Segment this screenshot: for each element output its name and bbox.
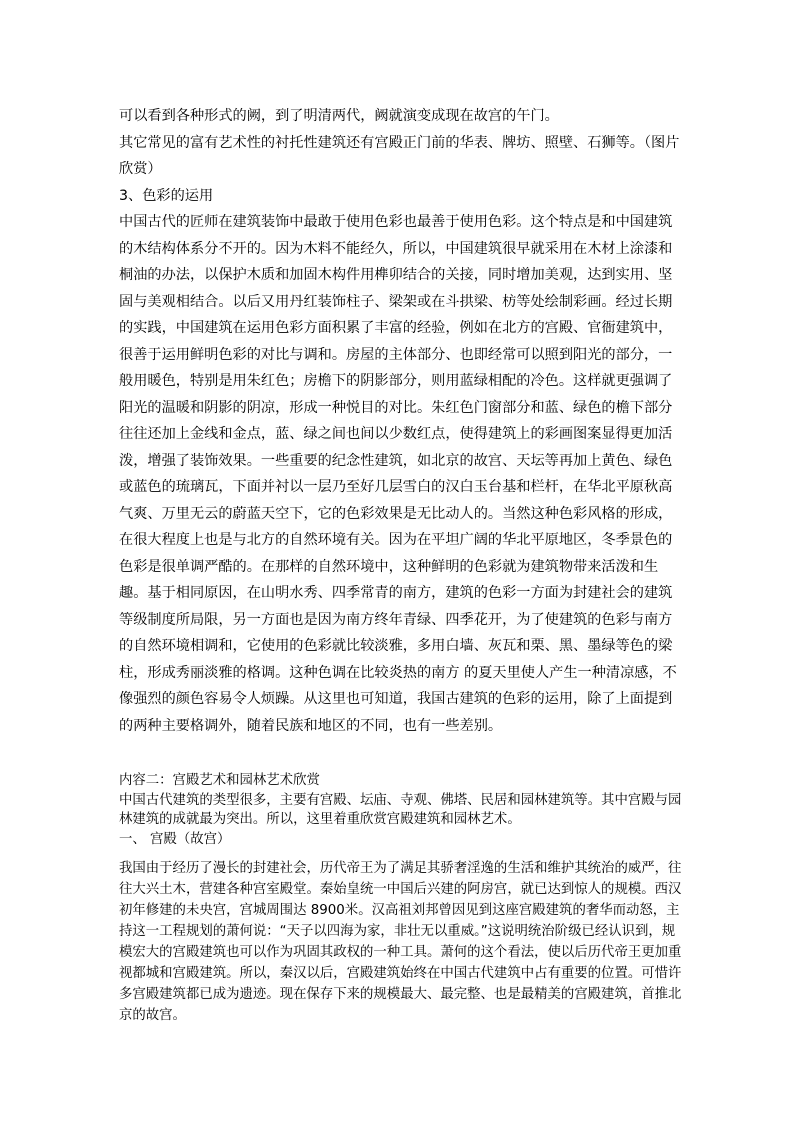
paragraph-ancillary-buildings: 其它常见的富有艺术性的衬托性建筑还有宫殿正门前的华表、牌坊、照壁、石狮等。（图片欣赏） (119, 134, 680, 177)
paragraph-color-usage: 中国古代的匠师在建筑装饰中最敢于使用色彩也最善于使用色彩。这个特点是和中国建筑的木结构体系分不开的。因为木料不能经久，所以，中国建筑很早就采用在木材上涂漆和桐油的办法，以保护木质和加固木构件用榫卯结合的关接，同时增加美观，达到实用、坚固与美观相结合。以后又用丹红装饰柱子、梁架或在斗拱梁、枋等处绘制彩画。经过长期的实践，中国建筑在运用色彩方面积累了丰富的经验，例如在北方的宫殿、官衙建筑中，很善于运用鲜明色彩的对比与调和。房屋的主体部分、也即经常可以照到阳光的部分，一般用暖色，特别是用朱红色；房檐下的阴影部分，则用蓝绿相配的冷色。这样就更强调了阳光的温暖和阴影的阴凉，形成一种悦目的对比。朱红色门窗部分和蓝、绿色的檐下部分往往还加上金线和金点，蓝、绿之间也间以少数红点，使得建筑上的彩画图案显得更加活泼，增强了装饰效果。一些重要的纪念性建筑，如北京的故宫、天坛等再加上黄色、绿色或蓝色的琉璃瓦，下面并衬以一层乃至好几层雪白的汉白玉台基和栏杆，在华北平原秋高气爽、万里无云的蔚蓝天空下，它的色彩效果是无比动人的。当然这种色彩风格的形成，在很大程度上也是与北方的自然环境有关。因为在平坦广阔的华北平原地区，冬季景色的色彩是很单调严酷的。在那样的自然环境中，这种鲜明的色彩就为建筑物带来活泼和生趣。基于相同原因，在山明水秀、四季常青的南方，建筑的色彩一方面为封建社会的建筑等级制度所局限，另一方面也是因为南方终年青绿、四季花开，为了使建筑的色彩与南方的自然环境相调和，它使用的色彩就比较淡雅，多用白墙、灰瓦和栗、黑、墨绿等色的梁柱，形成秀丽淡雅的格调。这种色调在比较炎热的南方 的夏天里使人产生一种清凉感，不像强烈的颜色容易令人烦躁。从这里也可知道，我国古建筑的色彩的运用，除了上面提到的两种主要格调外，随着民族和地区的不同，也有一些差别。 (119, 214, 677, 734)
section-color-usage (119, 103, 684, 739)
heading-content-two: 内容二：宫殿艺术和园林艺术欣赏 (119, 773, 320, 788)
paragraph-que: 可以看到各种形式的阙，到了明清两代，阙就演变成现在故宫的午门。 (119, 108, 559, 124)
heading-palace: 一、 宫殿（故宫） (119, 831, 231, 847)
section-palace-history (119, 858, 684, 1026)
paragraph-palace-history: 我国由于经历了漫长的封建社会，历代帝王为了满足其骄奢淫逸的生活和维护其统治的威严，往往大兴土木，营建各种宫室殿堂。秦始皇统一中国后兴建的阿房宫，就已达到惊人的规模。西汉初年修建的未央宫，宫城周围达 8900米。汉高祖刘邦曾因见到这座宫殿建筑的奢华而动怒，主持这一工程规划的萧何说：“天子以四海为家，非壮无以重威。”这说明统治阶级已经认识到，规模宏大的宫殿建筑也可以作为巩固其政权的一种工具。萧何的这个看法，使以后历代帝王更加重视都城和宫殿建筑。所以，秦汉以后，宫殿建筑始终在中国古代建筑中占有重要的位置。可惜许多宫殿建筑都已成为遗迹。现在保存下来的规模最大、最完整、也是最精美的宫殿建筑，首推北京的故宫。 (119, 861, 682, 1023)
heading-color-usage: 3、色彩的运用 (119, 187, 214, 204)
section-palace-garden (119, 771, 684, 849)
paragraph-building-types: 中国古代建筑的类型很多，主要有宫殿、坛庙、寺观、佛塔、民居和园林建筑等。其中宫殿与园林建筑的成就最为突出。所以，这里着重欣赏宫殿建筑和园林艺术。 (119, 792, 682, 827)
